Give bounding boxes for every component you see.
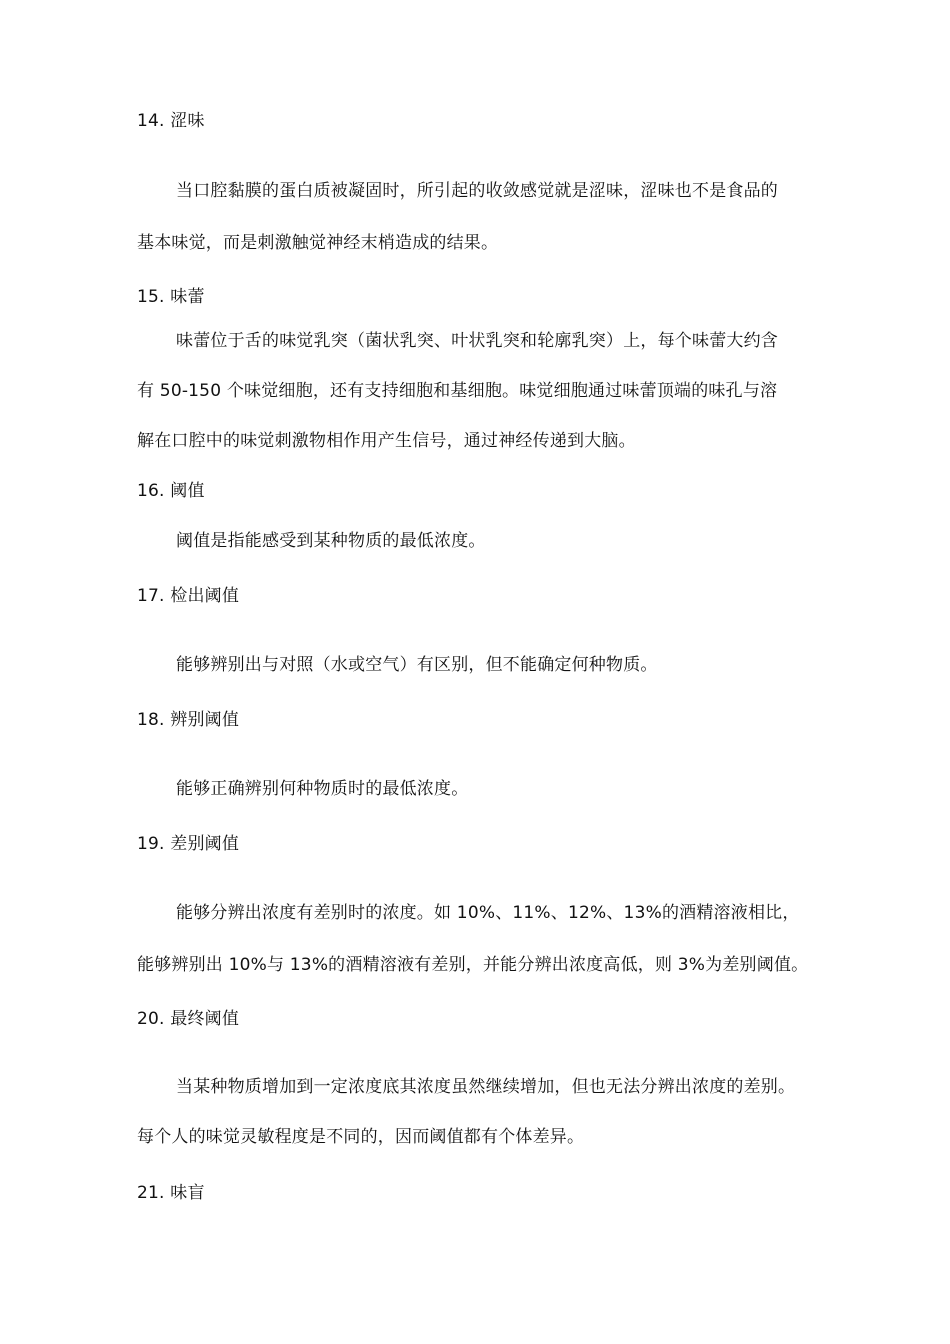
section-heading: 20. 最终阈值 — [137, 1009, 240, 1029]
paragraph-line: 能够辨别出与对照（水或空气）有区别，但不能确定何种物质。 — [176, 655, 658, 675]
section-heading: 16. 阈值 — [137, 481, 205, 501]
section-heading: 21. 味盲 — [137, 1183, 205, 1203]
paragraph-line: 解在口腔中的味觉刺激物相作用产生信号，通过神经传递到大脑。 — [137, 431, 636, 451]
paragraph-line: 味蕾位于舌的味觉乳突（菌状乳突、叶状乳突和轮廓乳突）上，每个味蕾大约含 — [176, 331, 778, 351]
paragraph-line: 阈值是指能感受到某种物质的最低浓度。 — [176, 531, 486, 551]
section-heading: 15. 味蕾 — [137, 287, 205, 307]
paragraph-line: 基本味觉，而是刺激触觉神经末梢造成的结果。 — [137, 233, 499, 253]
section-heading: 14. 涩味 — [137, 111, 205, 131]
section-heading: 19. 差别阈值 — [137, 834, 240, 854]
paragraph-line: 当某种物质增加到一定浓度底其浓度虽然继续增加，但也无法分辨出浓度的差别。 — [176, 1077, 796, 1097]
paragraph-line: 能够正确辨别何种物质时的最低浓度。 — [176, 779, 469, 799]
paragraph-line: 能够辨别出 10%与 13%的酒精溶液有差别，并能分辨出浓度高低，则 3%为差别阈值。 — [137, 955, 809, 975]
paragraph-line: 当口腔黏膜的蛋白质被凝固时，所引起的收敛感觉就是涩味，涩味也不是食品的 — [176, 181, 778, 201]
paragraph-line: 每个人的味觉灵敏程度是不同的，因而阈值都有个体差异。 — [137, 1127, 585, 1147]
paragraph-line: 有 50-150 个味觉细胞，还有支持细胞和基细胞。味觉细胞通过味蕾顶端的味孔与溶 — [137, 381, 778, 401]
paragraph-line: 能够分辨出浓度有差别时的浓度。如 10%、11%、12%、13%的酒精溶液相比， — [176, 903, 800, 923]
section-heading: 18. 辨别阈值 — [137, 710, 240, 730]
section-heading: 17. 检出阈值 — [137, 586, 240, 606]
